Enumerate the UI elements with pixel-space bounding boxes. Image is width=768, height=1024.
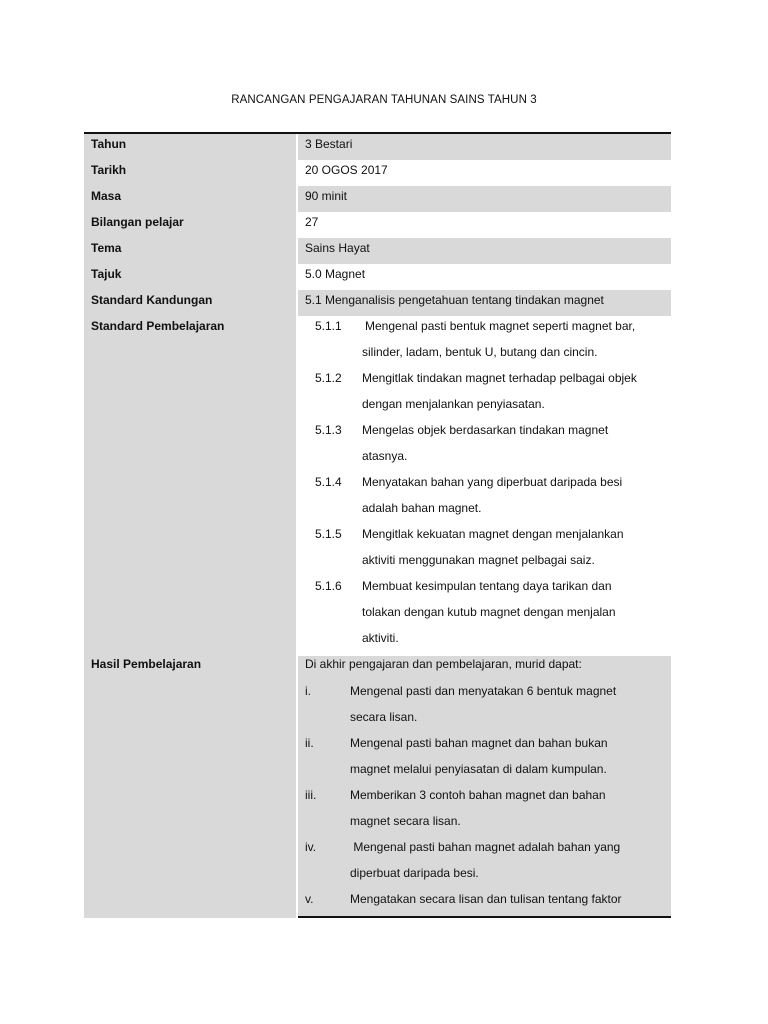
item-text: Menyatakan bahan yang diperbuat daripada besi [362, 475, 623, 489]
row-value: 5.0 Magnet [305, 267, 366, 281]
item-text: Mengatakan secara lisan dan tulisan tentang faktor [350, 892, 622, 906]
row-value: 3 Bestari [305, 137, 353, 151]
item-number: iii. [305, 788, 317, 802]
row-value: 90 minit [305, 189, 348, 203]
row-label: Standard Pembelajaran [91, 319, 225, 333]
item-number: 5.1.1 [315, 319, 342, 333]
row-value: 20 OGOS 2017 [305, 163, 388, 177]
item-number: iv. [305, 840, 317, 854]
item-text: aktiviti. [362, 631, 399, 645]
item-text: Mengitlak tindakan magnet terhadap pelbagai objek [362, 371, 637, 385]
item-number: 5.1.5 [315, 527, 342, 541]
row-label: Standard Kandungan [91, 293, 213, 307]
hasil-intro: Di akhir pengajaran dan pembelajaran, murid dapat: [305, 657, 582, 671]
item-text: atasnya. [362, 449, 408, 463]
item-text: Mengenal pasti dan menyatakan 6 bentuk magnet [350, 684, 617, 698]
item-number: i. [305, 684, 311, 698]
row-label: Hasil Pembelajaran [91, 657, 202, 671]
item-text: magnet melalui penyiasatan di dalam kumpulan. [350, 762, 607, 776]
item-text: Mengenal pasti bahan magnet dan bahan bukan [350, 736, 608, 750]
item-text: adalah bahan magnet. [362, 501, 482, 515]
item-number: 5.1.6 [315, 579, 342, 593]
row-label: Tema [91, 241, 122, 255]
row-value: Sains Hayat [305, 241, 370, 255]
item-text: secara lisan. [350, 710, 418, 724]
item-text: aktiviti menggunakan magnet pelbagai saiz. [362, 553, 595, 567]
table-bottom-rule [298, 916, 671, 918]
item-number: 5.1.2 [315, 371, 342, 385]
item-number: 5.1.4 [315, 475, 342, 489]
item-text: magnet secara lisan. [350, 814, 461, 828]
row-label: Bilangan pelajar [91, 215, 184, 229]
item-text: Mengenal pasti bahan magnet adalah bahan yang [350, 840, 621, 854]
item-text: Mengitlak kekuatan magnet dengan menjalankan [362, 527, 624, 541]
document-title: RANCANGAN PENGAJARAN TAHUNAN SAINS TAHUN 3 [231, 94, 537, 106]
item-text: Memberikan 3 contoh bahan magnet dan bahan [350, 788, 606, 802]
item-text: tolakan dengan kutub magnet dengan menjalan [362, 605, 616, 619]
item-text: Membuat kesimpulan tentang daya tarikan dan [362, 579, 612, 593]
row-label: Tarikh [91, 163, 127, 177]
item-text: silinder, ladam, bentuk U, butang dan cincin. [362, 345, 598, 359]
row-value: 27 [305, 215, 319, 229]
row-label: Tahun [91, 137, 127, 151]
row-value: 5.1 Menganalisis pengetahuan tentang tindakan magnet [305, 293, 604, 307]
item-text: Mengenal pasti bentuk magnet seperti magnet bar, [365, 319, 636, 333]
item-number: ii. [305, 736, 314, 750]
item-text: Mengelas objek berdasarkan tindakan magnet [362, 423, 609, 437]
item-text: dengan menjalankan penyiasatan. [362, 397, 545, 411]
item-number: v. [305, 892, 314, 906]
row-label: Masa [91, 189, 122, 203]
right-shade-1 [298, 134, 671, 160]
item-number: 5.1.3 [315, 423, 342, 437]
item-text: diperbuat daripada besi. [350, 866, 479, 880]
row-label: Tajuk [91, 267, 122, 281]
right-shade-masa [298, 186, 671, 212]
